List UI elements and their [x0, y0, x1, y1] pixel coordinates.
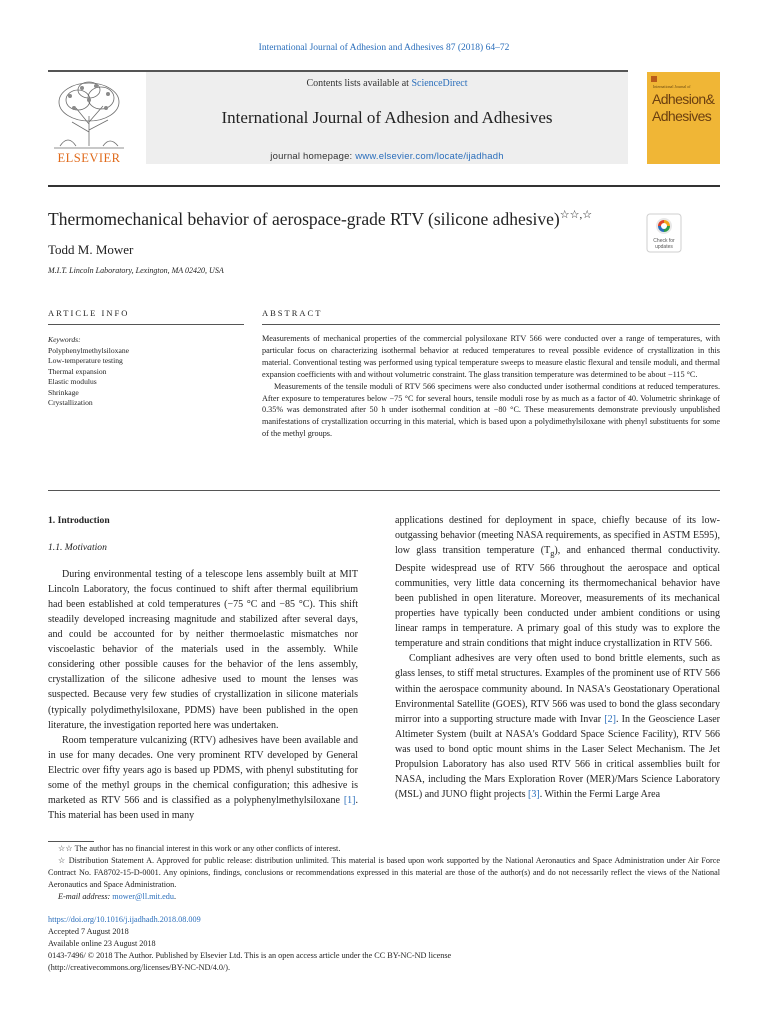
- keyword-item: Polyphenylmethylsiloxane: [48, 345, 129, 355]
- cover-logo-mark: [651, 76, 657, 82]
- body-text: . In the Geoscience Laser Altimeter System (built at NASA's Goddard Space Science Facility), RTV 566 was used to bond optic mount shims in the Laser Select Mechanism. The Jet Propulsion Laboratory has also used RTV 566 in critical assemblies built for NASA, including the Mars Exploration Rover (MER)/Mars Science Laboratory (MSL) and JUNO flight projects: [395, 713, 720, 800]
- check-for-updates-icon[interactable]: [646, 213, 682, 253]
- journal-citation[interactable]: International Journal of Adhesion and Adhesives 87 (2018) 64–72: [258, 43, 510, 53]
- body-text: Room temperature vulcanizing (RTV) adhesives have been available and in use for many decades. One very prominent RTV developed by General Electric over fifty years ago is based up PDMS, with phenyl substituting for some of the methyl groups in the chemical configuration; this adhesive is marketed as RTV 566 and is classified as a polyphenylmethylsiloxane: [48, 734, 358, 806]
- subsection-heading-motivation: 1.1. Motivation: [48, 542, 107, 554]
- badge-line1: Check for: [653, 238, 675, 244]
- body-text: . Within the Fermi Large Area: [539, 788, 661, 800]
- badge-line2: updates: [655, 244, 673, 250]
- email-end: .: [173, 891, 176, 901]
- author-email-link[interactable]: mower@ll.mit.edu: [112, 891, 174, 901]
- abstract-text: [262, 333, 720, 440]
- title-footnote-marks[interactable]: ☆☆,☆: [559, 209, 593, 221]
- article-title-text: Thermomechanical behavior of aerospace-grade RTV (silicone adhesive): [48, 208, 560, 229]
- cover-title-line2: Adhesives: [652, 108, 712, 124]
- body-text: applications destined for deployment in space, chiefly because of its low-outgassing behavior (meeting NASA requirements, as specified in ASTM E595), low glass transition temperature (T: [395, 515, 720, 557]
- body-left-column: [48, 513, 358, 823]
- section-heading-introduction: 1. Introduction: [48, 515, 110, 526]
- abstract-rule: [262, 324, 720, 325]
- license-line-2[interactable]: (http://creativecommons.org/licenses/BY-NC-ND/4.0/).: [48, 962, 230, 972]
- body-text: ), and enhanced thermal conductivity. Despite widespread use of RTV 566 throughout the aerospace and optical communities, very little data concerning its thermomechanical behavior have been published in open literature. Moreover, measurements of its mechanical properties have typically been conducted under ambient conditions or using linear ramps in temperature. A primary goal of this study was to explore the temperature and strain conditions that might induce crystallization in RTV 566.: [395, 545, 720, 650]
- article-title: [48, 208, 592, 230]
- tg-subscript: g: [550, 549, 555, 559]
- license-line-1: 0143-7496/ © 2018 The Author. Published by Elsevier Ltd. This is an open access article under the CC BY-NC-ND license: [48, 950, 452, 960]
- journal-homepage: [146, 151, 628, 162]
- journal-title: International Journal of Adhesion and Adhesives: [221, 108, 553, 127]
- sciencedirect-link[interactable]: ScienceDirect: [411, 78, 468, 89]
- keyword-item: Low-temperature testing: [48, 356, 123, 365]
- abstract-bottom-rule: [48, 490, 720, 491]
- contents-availability: [146, 78, 628, 89]
- elsevier-tree-logo: [48, 76, 130, 164]
- cover-small-text: International Journal of: [653, 84, 691, 89]
- reference-link-1[interactable]: [1]: [343, 794, 356, 806]
- keywords-block: [48, 335, 244, 409]
- accepted-date: Accepted 7 August 2018: [48, 926, 129, 936]
- footnotes: [48, 843, 720, 903]
- footnote-email: [48, 891, 720, 903]
- abstract-paragraph-1: Measurements of mechanical properties of the commercial polysiloxane RTV 566 were conducted over a range of temperatures, with particular focus on characterizing isothermal behavior at reduced temperatures to reveal possible evidence of crystallization in this material. Conventional testing was performed using typical temperature sweeps to measure elastic flexural and tensile moduli, and thermal expansion coefficients with and without volumetric constraint. The glass transition temperature was determined to be about −115 °C.: [262, 334, 720, 379]
- body-text: Compliant adhesives are very often used to bond brittle elements, such as glass lenses, to stiff metal structures. Examples of the prominent use of RTV 566 within the aerospace community abound. In NASA's Geostationary Operational Environmental Satellite (GOES), RTV 566 was used to bond the glass secondary mirror into a supporting structure made with Invar: [395, 653, 720, 725]
- cover-title-line1: Adhesion&: [652, 91, 715, 107]
- email-label: E-mail address:: [58, 891, 113, 901]
- keyword-item: Thermal expansion: [48, 366, 107, 376]
- header-bottom-rule: [48, 185, 720, 187]
- doi-link[interactable]: https://doi.org/10.1016/j.ijadhadh.2018.08.009: [48, 915, 201, 924]
- homepage-link[interactable]: www.elsevier.com/locate/ijadhadh: [355, 151, 504, 162]
- body-paragraph: During environmental testing of a telescope lens assembly built at MIT Lincoln Laboratory, the focus continued to shift after thermal equilibrium had been established at cold temperatures (−75 °C and −85 °C). This shift steadily developed increasing magnitude and stabilized after several days, and could be accounted for by neither thermoelastic mismatches nor viscoelastic behavior of the materials used in the assembly. While considering other possible causes for the behavior of the lens assembly, crystallization of the silicone adhesive used to mount the lenses was suspected. Because very few studies of crystallization in silicone materials (typically polydimethylsiloxane, PDMS) have been published in the open literature, the investigation reported here was undertaken.: [48, 569, 358, 731]
- keyword-item: Crystallization: [48, 398, 93, 407]
- author-affiliation: M.I.T. Lincoln Laboratory, Lexington, MA 02420, USA: [48, 266, 224, 275]
- footnote-conflict: ☆☆ The author has no financial interest in this work or any other conflicts of interest.: [58, 844, 341, 853]
- contents-prefix: Contents lists available at: [306, 78, 412, 89]
- reference-link-3[interactable]: [3]: [528, 788, 540, 800]
- body-text: . This material has been used in many: [48, 794, 358, 821]
- journal-cover-thumbnail[interactable]: [647, 72, 720, 164]
- keywords-heading: Keywords:: [48, 335, 81, 344]
- online-date: Available online 23 August 2018: [48, 938, 156, 948]
- keyword-item: Elastic modulus: [48, 377, 97, 386]
- article-info-label: ARTICLE INFO: [48, 308, 130, 318]
- footnote-rule: [48, 841, 94, 842]
- body-right-column: [395, 513, 720, 802]
- body-paragraph: [395, 651, 720, 801]
- reference-link-2[interactable]: [2]: [604, 713, 616, 725]
- homepage-prefix: journal homepage:: [270, 151, 356, 162]
- publisher-name: ELSEVIER: [57, 151, 121, 164]
- body-paragraph: [48, 733, 358, 823]
- abstract-label: ABSTRACT: [262, 308, 323, 318]
- abstract-paragraph-2: Measurements of the tensile moduli of RTV 566 specimens were also conducted under isothermal conditions at reduced temperatures. After exposure to temperatures below −75 °C for several hours, tensile moduli rose by as much as a factor of 40. Volumetric shrinkage of 0.35% was demonstrated after 50 h under isothermal condition at −80 °C. These measurements demonstrate previously unpublished manifestations of crystallization occurring in this material, which is based upon a polydimethylsiloxane with phenyl substituents for some of the methyl groups.: [262, 381, 720, 439]
- keyword-item: Shrinkage: [48, 387, 79, 397]
- footnote-distribution: ☆ Distribution Statement A. Approved for public release: distribution unlimited. This material is based upon work supported by the National Aeronautics and Space Administration under Air Force Contract No. FA8702-15-D-0001. Any opinions, findings, conclusions or recommendations expressed in this material are those of the author(s) and do not necessarily reflect the views of the National Aeronautics and Space Administration.: [48, 855, 720, 889]
- body-paragraph: [395, 513, 720, 651]
- article-info-rule: [48, 324, 244, 325]
- author-name: Todd M. Mower: [48, 242, 134, 257]
- publication-info: [48, 914, 720, 974]
